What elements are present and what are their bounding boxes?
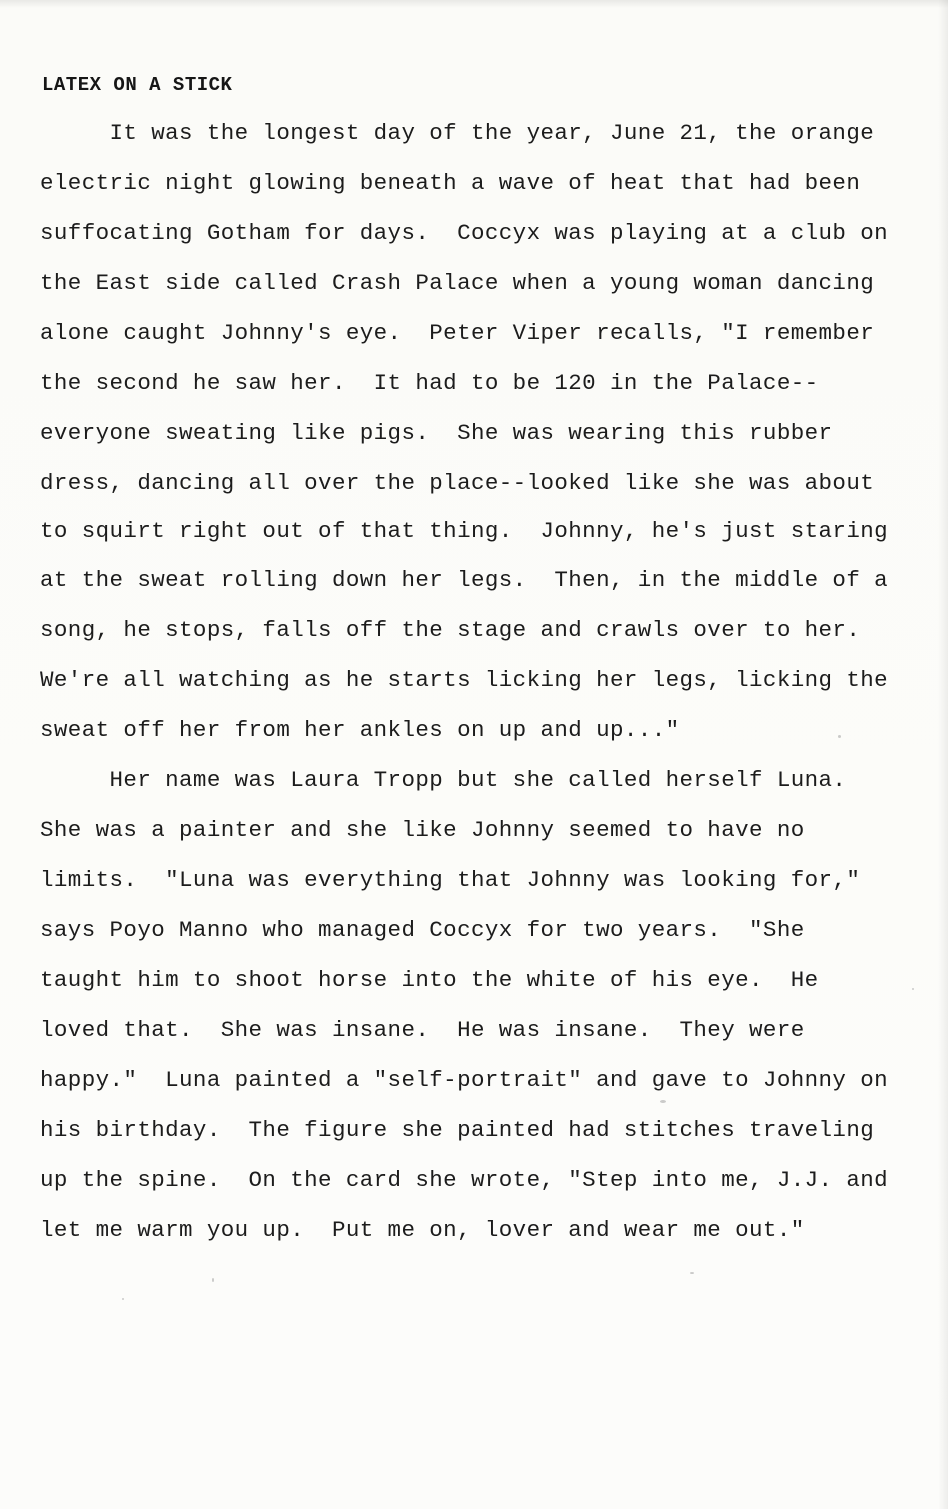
body-line: We're all watching as he starts licking her legs, licking the [40, 667, 889, 693]
body-line: taught him to shoot horse into the white of his eye. He [40, 967, 819, 993]
body-line: electric night glowing beneath a wave of heat that had been [40, 170, 861, 196]
body-line: everyone sweating like pigs. She was wearing this rubber [40, 420, 833, 446]
scan-speck [838, 735, 841, 738]
body-line: up the spine. On the card she wrote, "Step into me, J.J. and [40, 1167, 889, 1193]
body-line: alone caught Johnny's eye. Peter Viper recalls, "I remember [40, 320, 875, 346]
document-title: LATEX ON A STICK [42, 74, 233, 96]
scan-speck [690, 1272, 694, 1274]
body-line: She was a painter and she like Johnny seemed to have no [40, 817, 805, 843]
body-line: suffocating Gotham for days. Coccyx was playing at a club on [40, 220, 889, 246]
body-line: It was the longest day of the year, June 21, the orange [40, 120, 875, 146]
body-line: his birthday. The figure she painted had stitches traveling [40, 1117, 875, 1143]
body-line: limits. "Luna was everything that Johnny was looking for," [40, 867, 861, 893]
scan-speck [912, 988, 914, 990]
body-line: loved that. She was insane. He was insane. They were [40, 1017, 805, 1043]
body-line: happy." Luna painted a "self-portrait" and gave to Johnny on [40, 1067, 889, 1093]
body-line: sweat off her from her ankles on up and up..." [40, 717, 680, 743]
body-line: Her name was Laura Tropp but she called herself Luna. [40, 767, 847, 793]
page-edge-shadow [938, 0, 948, 1509]
body-line: dress, dancing all over the place--looked like she was about [40, 470, 875, 496]
body-line: let me warm you up. Put me on, lover and wear me out." [40, 1217, 805, 1243]
body-line: says Poyo Manno who managed Coccyx for two years. "She [40, 917, 805, 943]
body-line: the second he saw her. It had to be 120 in the Palace-- [40, 370, 819, 396]
scan-speck [122, 1298, 124, 1300]
body-line: at the sweat rolling down her legs. Then, in the middle of a [40, 567, 889, 593]
scan-speck [212, 1278, 214, 1282]
body-line: to squirt right out of that thing. Johnny, he's just staring [40, 518, 889, 544]
scan-speck [660, 1100, 666, 1103]
body-line: the East side called Crash Palace when a young woman dancing [40, 270, 875, 296]
body-line: song, he stops, falls off the stage and crawls over to her. [40, 617, 861, 643]
